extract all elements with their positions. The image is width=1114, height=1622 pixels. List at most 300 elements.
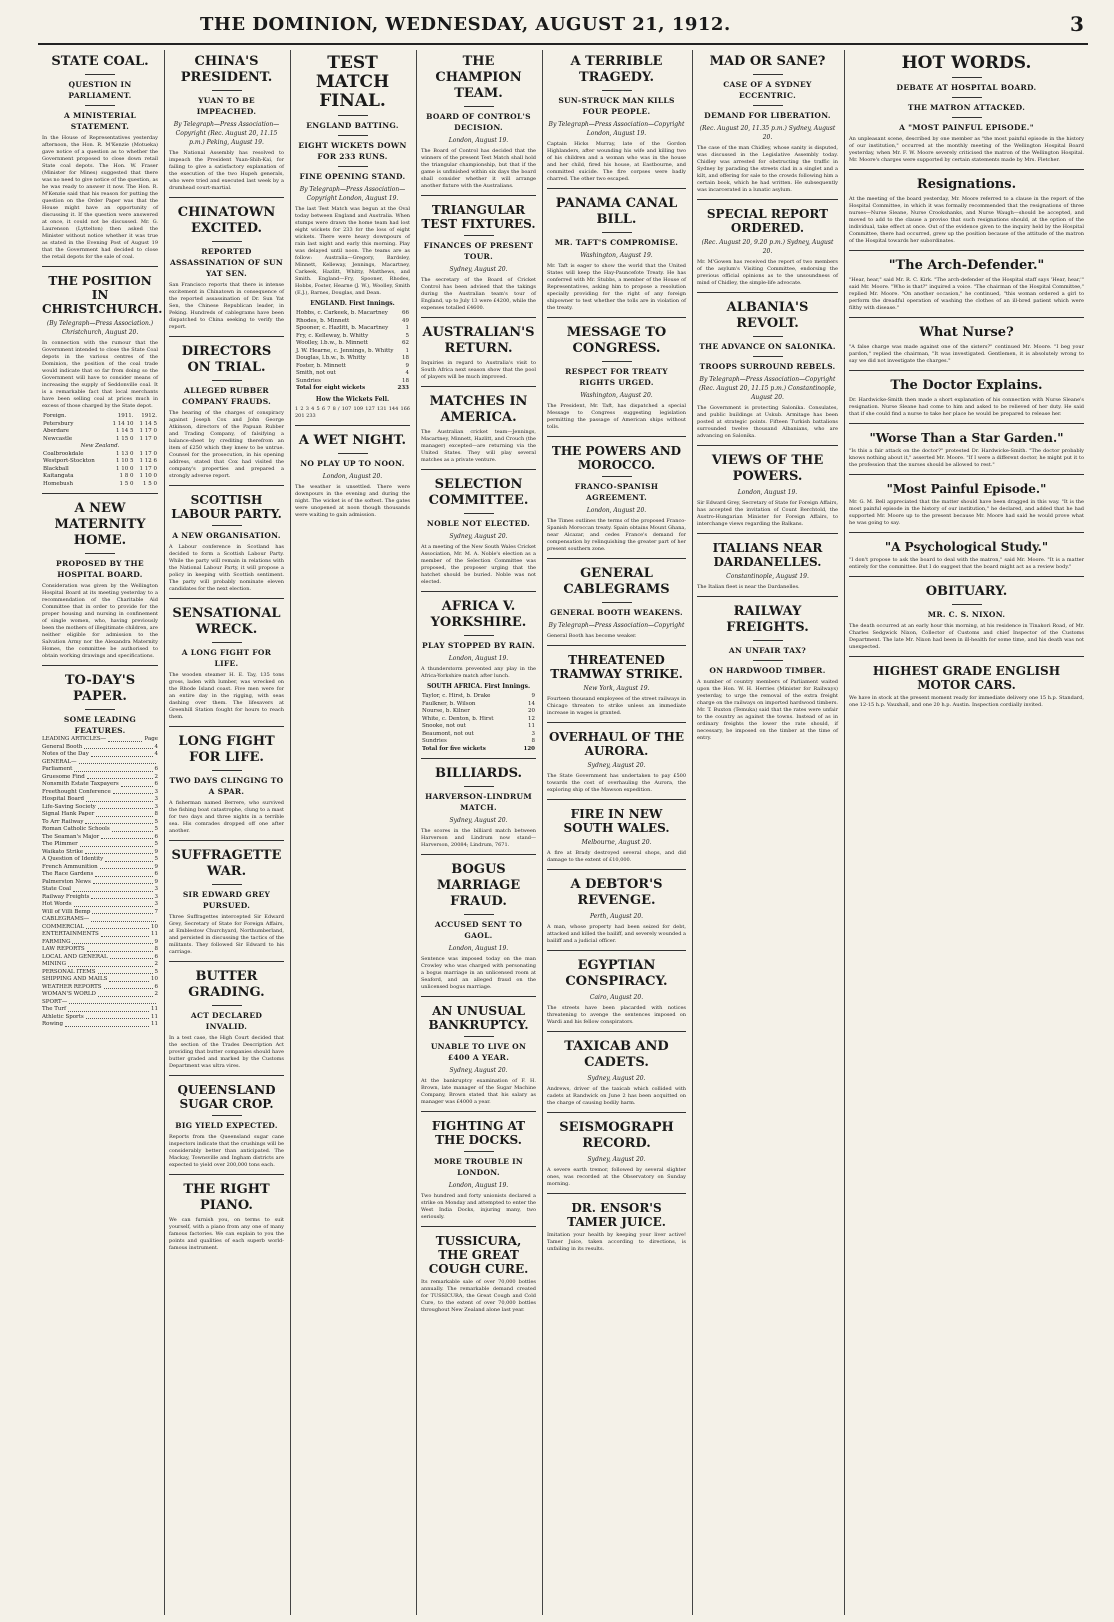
section-separator (421, 317, 536, 318)
headline-dash (602, 232, 632, 233)
headline-dash (212, 1005, 242, 1006)
article-dateline: London, August 19. (448, 945, 509, 952)
section-separator (169, 197, 284, 198)
section-separator (697, 445, 838, 446)
article-dateline: By Telegraph—Press Association—Copyright (Rec. August 20, 11.15 p.m.) Constantinople, August 20. (698, 376, 837, 401)
section-separator (697, 199, 838, 200)
headline-dash (952, 604, 982, 605)
feature-page: 3 (154, 796, 158, 802)
article-body (849, 448, 1084, 469)
article-paragraph: The President, Mr. Taft, has dispatched a special Message to Congress suggesting legislation permitting the passage of American ships without tolls. (547, 403, 686, 430)
article-body (421, 1279, 536, 1314)
headline-dash (212, 241, 242, 242)
feature-list-item (42, 819, 158, 827)
article-paragraph: A number of country members of Parliament waited upon the Hon. W. H. Herries (Minister for Railways) yesterday, to urge the removal of the extra freight charge on the railways on imported hardwood timbers. Mr. T. Buxton (Temuka) said that the rates were unfair to the country as against the towns. Instead of as in ordinary freights the lower the rate should, if necessary, be imposed on the timber at the time of entry. (697, 679, 838, 741)
section-separator (849, 474, 1084, 475)
article-paragraph: The scores in the billiard match between Harverson and Lindrum now stand—Harverson, 20084; Lindrum, 7671. (421, 828, 536, 848)
article-dateline: (Rec. August 20, 11.35 p.m.) Sydney, August 20. (699, 125, 836, 141)
article-columns (38, 50, 1088, 1615)
article-subheading: DEMAND FOR LIBERATION. (704, 111, 831, 120)
article-headline: FIRE IN NEW SOUTH WALES. (563, 807, 670, 835)
feature-page: 9 (154, 848, 158, 855)
section-separator (547, 1031, 686, 1032)
table-total-row (421, 746, 536, 754)
article-body (547, 773, 686, 794)
feature-label: Signal Hank Paper (42, 811, 95, 817)
table-cell: 1 13 0 (116, 450, 134, 457)
feature-page: 8 (154, 946, 158, 952)
headline-dash (753, 660, 783, 661)
article-headline: RAILWAY FREIGHTS. (726, 604, 809, 635)
article-paragraph: Mr. Taft is eager to show the world that the United States will keep the Hay-Pauncefote Treaty. He has conferred with Mr. Stubbs, a member of the House of Representatives, asking him to propose a resolution specially providing for the right of any foreign shipowner to test whether the tolls are in violation of the treaty. (547, 263, 686, 311)
section-separator (169, 598, 284, 599)
article-subheading: A "MOST PAINFUL EPISODE." (899, 123, 1034, 132)
leader-dots (85, 819, 152, 825)
section-separator (421, 386, 536, 387)
article-headline: MATCHES IN AMERICA. (429, 394, 528, 425)
table-row (295, 378, 410, 386)
feature-label: PERSONAL ITEMS (42, 968, 96, 975)
article-headline: FIGHTING AT THE DOCKS. (431, 1119, 526, 1147)
feature-label: MINING (42, 961, 66, 967)
article-paragraph: An unpleasant scene, described by one member as "the most painful episode in the history of our institution," occurred at the monthly meeting of the Wellington Hospital Board yesterday, when Mr. F. W. Moore severely criticised the matron of the Wellington Hospital. Mr. Moore's charges were supported by certain statements made by Mrs. Fletcher. (849, 136, 1084, 163)
feature-page: 10 (151, 976, 158, 982)
article-headline: AN UNUSUAL BANKRUPTCY. (428, 1004, 529, 1032)
article-dateline: London, August 19. (448, 655, 509, 662)
feature-list-item (42, 834, 158, 842)
table-cell: 1 17 0 (139, 428, 157, 434)
table-cell: Newcastle (43, 435, 73, 442)
feature-label: The Plimmer (42, 841, 78, 847)
article-paragraph: A severe earth tremor, followed by several slighter ones, was recorded at the Observatory on Sunday morning. (547, 1167, 686, 1187)
article-subheading: BOARD OF CONTROL'S DECISION. (426, 112, 531, 132)
article-subheading: CASE OF A SYDNEY ECCENTRIC. (723, 80, 812, 100)
article-body (547, 403, 686, 431)
feature-list-item (42, 789, 158, 797)
article-subheading: AN UNFAIR TAX? (728, 646, 807, 655)
leader-dots (85, 849, 152, 855)
article-body (421, 148, 536, 190)
article-body (169, 544, 284, 593)
table-header-cell: 1911. (117, 413, 134, 419)
feature-label: The Seaman's Major (42, 833, 100, 840)
table-cell: 4 (405, 370, 409, 376)
article-headline: TAXICAB AND CADETS. (564, 1039, 669, 1070)
article-dateline: London, August 20. (322, 472, 383, 480)
headline-dash (464, 914, 494, 915)
article-paragraph: The National Assembly has resolved to impeach the President Yuan-Shih-Kai, for failing to give a satisfactory explanation of the execution of the two Hupeh generals, who were tried and executed last week by a drumhead court-martial. (169, 150, 284, 191)
scorecard-title: How the Wickets Fell. (315, 395, 390, 403)
table-cell: 9 (405, 362, 409, 369)
table-row (295, 325, 410, 333)
leader-dots (72, 939, 152, 945)
table-cell: 12 (528, 715, 535, 722)
article-body (849, 196, 1084, 245)
feature-page: 5 (154, 968, 158, 975)
article-body (421, 666, 536, 680)
article-body (421, 277, 536, 312)
section-separator (849, 169, 1084, 170)
article-dateline: London, August 20. (586, 507, 647, 514)
feature-label: French Ammunition (42, 863, 98, 870)
leader-dots (98, 969, 153, 975)
article-paragraph: The Australian cricket team—Jennings, Macartney, Minnett, Hazlitt, and Crouch (the manager) excepted—are returning via the United States. They will play several matches as a private venture. (421, 429, 536, 463)
leader-dots (105, 856, 152, 862)
feature-label: COMMERCIAL (42, 923, 85, 930)
article-subheading: EIGHT WICKETS DOWN FOR 233 RUNS. (298, 141, 407, 161)
leader-dots (68, 1006, 149, 1012)
article-subheading: FRANCO-SPANISH AGREEMENT. (574, 482, 659, 502)
feature-page: 2 (154, 991, 158, 997)
headline-dash (212, 380, 242, 381)
headline-dash (602, 476, 632, 477)
feature-list-item (42, 946, 158, 954)
table-cell: 1 8 0 (119, 473, 134, 479)
table-total-cell: Total for eight wickets (296, 385, 366, 391)
leader-dots (108, 736, 142, 742)
newspaper-title: THE DOMINION, WEDNESDAY, AUGUST 21, 1912. (200, 14, 731, 35)
table-row (42, 421, 158, 429)
table-row (295, 348, 410, 356)
section-separator (169, 961, 284, 962)
article-subheading: DEBATE AT HOSPITAL BOARD. (896, 83, 1037, 92)
table-cell: 1 10 5 (116, 458, 134, 464)
table-total-cell: 233 (397, 385, 409, 391)
article-body (547, 1086, 686, 1107)
article-paragraph: In the House of Representatives yesterday afternoon, the Hon. R. M'Kenzie (Motueka) gave notice of a question as to whether the Government proposed to close down retail State coal depots. The Hon. W. Fraser (Minister for Mines) suggested that there was no need to give notice of the question, as he was ready to answer it now. The Hon. R. M'Kenzie said that his reason for putting the question on the Order Paper was that the House might have an opportunity of discussing it. If the question were answered at once, it could not be discussed. Mr. G. Laurenson (Lyttelton) then asked the Minister without notice whether it was true as stated in the Evening Post of August 19 that the Government had decided to close the retail depots for the sale of coal. (42, 135, 158, 260)
headline-dash (464, 786, 494, 787)
article-paragraph: A man, whose property had been seized for debt, attacked and killed the bailiff, and severely wounded a bailiff and a judicial officer. (547, 924, 686, 944)
feature-label: A Question of Identity (42, 856, 104, 862)
article-subheading: PLAY STOPPED BY RAIN. (422, 641, 535, 650)
feature-page: 5 (154, 841, 158, 847)
article-paragraph: "I don't propose to ask the board to deal with the matron," said Mr. Moore. "It is a matter entirely for the committee. But I do suggest that the board might act as a review body." (849, 557, 1084, 570)
article-subheading: THE ADVANCE ON SALONIKA. (699, 342, 836, 351)
article-headline: Resignations. (916, 177, 1017, 192)
feature-list-item (42, 901, 158, 909)
article-subheading: FINANCES OF PRESENT TOUR. (423, 241, 534, 261)
article-headline: ALBANIA'S REVOLT. (726, 300, 809, 331)
feature-page: 3 (154, 803, 158, 810)
feature-list-item (42, 1006, 158, 1014)
article-paragraph: The wooden steamer H. E. Tay, 135 tons gross, laden with lumber, was wrecked on the Rhode Island coast. Five men were for an entire day in the rigging, with seas dashing over them. The lifesavers at Greenhill Station fought for hours to reach them. (169, 672, 284, 720)
leader-dots (110, 954, 153, 960)
article-paragraph: Its remarkable sale of over 70,000 bottles annually. The remarkable demand created for TUSSICURA, the Great Cough and Cold Cure, to the extent of over 70,000 bottles throughout New Zealand alone last year. (421, 1279, 536, 1313)
article-paragraph: A fisherman named Berrere, who survived the fishing boat catastrophe, clung to a mast for two days and three nights in a terrible sea. His comrades dropped off one after another. (169, 800, 284, 834)
article-body (849, 344, 1084, 365)
feature-list-item (42, 999, 158, 1007)
table-cell: 1 14 10 (112, 420, 134, 427)
section-separator (547, 869, 686, 870)
feature-list-item (42, 954, 158, 962)
section-separator (547, 722, 686, 723)
table-row (295, 355, 410, 363)
feature-list-item (42, 939, 158, 947)
section-separator (169, 1174, 284, 1175)
column-inner (165, 50, 288, 1252)
article-headline: "A Psychological Study." (884, 540, 1049, 554)
leader-dots (101, 834, 152, 840)
leader-dots (91, 751, 153, 757)
table-cell: 1 5 0 (143, 480, 157, 487)
article-paragraph: "Hear, hear," said Mr. R. C. Kirk. "The arch-defender of the Hospital staff says 'Hear, hear,'" said Mr. Moore. "Who is that?" inquired a voice. "The chairman of the Hospital Committee," replied Mr. Moore. "On another occasion," he continued, "this woman ordered a girl to perform the dreadful operation of washing the clothes of an ill-bred patient which were filthy with disease." (849, 277, 1084, 311)
column-inner (417, 50, 540, 1314)
headline-dash (85, 553, 115, 554)
section-separator (547, 558, 686, 559)
article-body (42, 583, 158, 660)
article-headline: CHINA'S PRESIDENT. (180, 54, 273, 85)
headline-dash (753, 640, 783, 641)
article-paragraph: The weather is unsettled. There were downpours in the evening and during the night. The wicket is of the softest. The gates were unopened at noon though thousands were waiting to gain admission. (295, 483, 410, 518)
article-paragraph: The Government is protecting Salonika. Consulates, and public buildings at Uskub. Armitage has been posted at strategic points. Fifteen Turkish battalions surrounded twelve thousand Albanians, who are advancing on Salonika. (697, 405, 838, 439)
feature-list-item (42, 894, 158, 902)
leader-dots (69, 999, 156, 1005)
headline-dash (464, 635, 494, 636)
table-row (421, 723, 536, 731)
article-subheading: ALLEGED RUBBER COMPANY FRAUDS. (181, 386, 272, 406)
article-subheading: ACCUSED SENT TO GAOL. (434, 920, 523, 940)
table-cell: 20 (528, 708, 535, 714)
feature-page: 11 (151, 1006, 158, 1012)
article-dateline: By Telegraph—Press Association—Copyright London, August 19. (548, 121, 685, 137)
table-cell: 3 (531, 730, 535, 737)
feature-label: Will of Villi Bemp (42, 908, 91, 915)
article-headline: AUSTRALIAN'S RETURN. (422, 325, 535, 356)
table-cell: 1 17 0 (139, 435, 157, 442)
article-paragraph: Imitation your health by keeping your liver active! Tamer Juice, taken according to directions, is unfailing in its results. (547, 1232, 686, 1252)
article-paragraph: The case of the man Chidley, whose sanity is disputed, was discussed in the Legislative Assembly today. Chidley was arrested for obstructing the traffic in Sydney by parading the streets clad in a singlet and a kilt, and offering for sale to the crowds following him a certain book, which he had written. He subsequently was incarcerated in a lunatic asylum. (697, 145, 838, 193)
feature-page: 3 (154, 893, 158, 900)
feature-label: Life-Saving Society (42, 803, 96, 810)
feature-label: The Race Gardens (42, 871, 94, 877)
article-body (849, 499, 1084, 527)
article-subheading: A NEW ORGANISATION. (172, 531, 281, 540)
article-headline: QUEENSLAND SUGAR CROP. (177, 1083, 276, 1111)
table-row (295, 363, 410, 371)
feature-page: 4 (154, 743, 158, 750)
article-body (169, 1134, 284, 1169)
article-dateline: Constantinople, August 19. (726, 573, 809, 580)
table-cell: Rhodes, b. Minnett (296, 317, 350, 324)
article-headline: TEST MATCH FINAL. (315, 53, 390, 111)
leader-dots (95, 871, 152, 877)
feature-list-item (42, 886, 158, 894)
table-row (295, 333, 410, 341)
feature-list-item (42, 751, 158, 759)
article-body (295, 484, 410, 519)
article-body (849, 623, 1084, 651)
leader-dots (121, 781, 153, 787)
leader-dots (73, 886, 152, 892)
article-body (169, 1035, 284, 1070)
leader-dots (86, 924, 149, 930)
headline-dash (464, 513, 494, 514)
leader-dots (74, 766, 152, 772)
table-cell: Douglas, l.b.w., b. Whitty (296, 355, 366, 361)
table-cell: Blackball (43, 465, 69, 472)
article-headline: AFRICA V. YORKSHIRE. (430, 599, 527, 630)
feature-list-item (42, 976, 158, 984)
table-subheader-cell: New Zealand. (80, 443, 120, 449)
table-row (42, 428, 158, 436)
feature-label: Parliament (42, 766, 73, 772)
article-body (42, 135, 158, 261)
feature-list-item (42, 984, 158, 992)
column-2 (164, 50, 288, 1615)
headline-dash (464, 1151, 494, 1152)
feature-page: 11 (151, 931, 158, 937)
article-body (421, 360, 536, 381)
feature-label: Waikato Strike (42, 848, 84, 855)
article-body (547, 1167, 686, 1188)
table-cell: Nourse, b. Kilner (422, 708, 470, 714)
feature-page: 3 (154, 788, 158, 795)
table-cell: 1 17 0 (139, 465, 157, 472)
article-subheading: SOME LEADING FEATURES. (63, 715, 137, 735)
table-cell: 1 17 0 (139, 450, 157, 457)
feature-page: 10 (151, 923, 158, 930)
feature-page: 5 (154, 818, 158, 825)
table-cell: Hobbs, c. Carkeek, b. Macartney (296, 310, 388, 316)
article-headline: ITALIANS NEAR DARDANELLES. (712, 541, 823, 569)
article-paragraph: In connection with the rumour that the Government intended to close the State Coal depots in the various centres of the Dominion, the position of the coal trade would indicate that so far from doing so the Government will have to consider means of increasing the supply of Seddonville coal. It is a remarkable fact that local merchants have been selling coal at prices much in excess of those charged by the State depot. (42, 340, 158, 409)
leader-dots (87, 774, 153, 780)
article-subheading: THE MATRON ATTACKED. (907, 103, 1026, 112)
section-separator (849, 250, 1084, 251)
article-paragraph: Captain Hicks Murray, late of the Gordon Highlanders, after wounding his wife and killing two of his children and a woman who was in the house and her child, fired his house, at Eastbourne, and committed suicide. The fire corpses were badly charred. The other two escaped. (547, 141, 686, 182)
article-headline: A TERRIBLE TRAGEDY. (570, 54, 663, 85)
article-headline: SELECTION COMMITTEE. (428, 477, 529, 508)
feature-list-item (42, 864, 158, 872)
leader-dots (79, 759, 156, 765)
leader-dots (65, 1021, 149, 1027)
article-headline: BOGUS MARRIAGE FRAUD. (436, 862, 521, 909)
article-body (547, 1232, 686, 1253)
leader-dots (93, 879, 153, 885)
table-cell: Beaumont, not out (422, 730, 474, 737)
article-paragraph: The State Government has undertaken to pay £500 towards the cost of overhauling the Aurora, the exploring ship of the Mawson expedition. (547, 773, 686, 793)
article-dateline: Cairo, August 20. (589, 994, 644, 1001)
article-paragraph: Sir Edward Grey, Secretary of State for Foreign Affairs, has accepted the invitation of Count Berchtold, the Austro-Hungarian Minister for Foreign Affairs, to interchange views regarding the Balkans. (697, 500, 838, 527)
feature-label: GENERAL— (42, 758, 77, 765)
article-headline: THE POWERS AND MOROCCO. (551, 444, 682, 472)
article-headline: STATE COAL. (51, 54, 149, 69)
feature-label: FARMING (42, 938, 71, 945)
headline-dash (212, 642, 242, 643)
article-body (295, 206, 410, 297)
article-dateline: By Telegraph—Press Association—Copyright (Rec. August 20, 11.15 p.m.) Peking, August 19. (173, 121, 280, 146)
article-subheading: ON HARDWOOD TIMBER. (709, 666, 826, 675)
headline-dash (85, 105, 115, 106)
article-dateline: By Telegraph—Press Association—Copyright (548, 622, 685, 629)
table-row (421, 708, 536, 716)
headline-dash (753, 74, 783, 75)
article-headline: A NEW MATERNITY HOME. (54, 501, 146, 548)
headline-dash (212, 770, 242, 771)
article-subheading: FINE OPENING STAND. (299, 172, 406, 181)
article-body (169, 150, 284, 192)
article-headline: THE CHAMPION TEAM. (435, 54, 522, 101)
leader-dots (109, 976, 149, 982)
article-body (547, 141, 686, 183)
feature-list-item (42, 811, 158, 819)
article-dateline: (Rec. August 20, 9.20 p.m.) Sydney, August 20. (701, 239, 834, 255)
article-headline: CHINATOWN EXCITED. (177, 205, 276, 236)
table-cell: Woolley, l.b.w., b. Minnett (296, 340, 368, 346)
feature-list-item (42, 774, 158, 782)
feature-label: To Arr Railway (42, 818, 84, 825)
article-paragraph: The Board of Control has decided that the winners of the present Test Match shall hold the triangular championship, but that if the game is unfinished within six days the board shall consider whether it will arrange another fixture with the Australians. (421, 148, 536, 189)
feature-list-item (42, 879, 158, 887)
feature-list-item (42, 841, 158, 849)
article-paragraph: At a meeting of the New South Wales Cricket Association, Mr. M. A. Noble's election as a member of the Selection Committee was proposed, the proposer urging that the hatchet should be buried. Noble was not elected. (421, 544, 536, 585)
article-body (421, 1193, 536, 1221)
headline-dash (85, 74, 115, 75)
column-4 (416, 50, 540, 1615)
table-cell: Coalbrookdale (43, 450, 84, 457)
headline-dash (212, 90, 242, 91)
article-dateline: Sydney, August 20. (449, 533, 508, 540)
headline-dash (212, 525, 242, 526)
section-separator (421, 996, 536, 997)
column-1 (38, 50, 162, 1615)
masthead-rule (38, 43, 1088, 45)
table-cell: 49 (402, 317, 409, 324)
article-paragraph: Two hundred and forty unionists declared a strike on Monday and attempted to enter the West India Docks, injuring many, two seriously. (421, 1193, 536, 1220)
article-paragraph: A thunderstorm prevented any play in the Africa-Yorkshire match after lunch. (421, 666, 536, 679)
article-headline: OBITUARY. (925, 584, 1008, 599)
feature-list-item (42, 961, 158, 969)
article-headline: HOT WORDS. (901, 53, 1032, 73)
feature-page: 6 (154, 871, 158, 877)
article-paragraph: The death occurred at an early hour this morning, at his residence in Tinakori Road, of Mr. Charles Sedgwick Nixon, Collector of Customs and chief Inspector of the Customs Department. The late Mr. Nixon had been in ill-health for some time, and his death was not unexpected. (849, 623, 1084, 650)
table-cell: 1 5 0 (119, 480, 134, 487)
article-subheading: NOBLE NOT ELECTED. (426, 519, 531, 528)
leader-dots (91, 916, 156, 922)
feature-list-item (42, 759, 158, 767)
article-body (421, 544, 536, 586)
headline-dash (212, 1115, 242, 1116)
article-subheading: RESPECT FOR TREATY RIGHTS URGED. (565, 367, 668, 387)
article-dateline: London, August 19. (448, 137, 509, 144)
headline-dash (85, 709, 115, 710)
article-body (421, 956, 536, 991)
feature-label: ENTERTAINMENTS (42, 931, 99, 937)
article-paragraph: Sentence was imposed today on the man Crowley who was charged with personating a bogus marriage in an unlicensed room at Seaford, and an alleged fraud on the unlicensed bogus marriage. (421, 956, 536, 990)
feature-label: WOMAN'S WORLD (42, 991, 96, 997)
data-table (295, 310, 410, 393)
masthead (0, 0, 1114, 40)
feature-label: SPORT— (42, 998, 68, 1005)
leader-dots (68, 961, 153, 967)
feature-page: 8 (154, 811, 158, 817)
leader-dots (112, 826, 153, 832)
article-subheading: ACT DECLARED INVALID. (190, 1011, 263, 1031)
table-row (42, 436, 158, 444)
article-headline: SUFFRAGETTE WAR. (171, 848, 282, 879)
article-paragraph: The Italian fleet is near the Dardanelles. (697, 584, 800, 590)
table-cell: Snooke, not out (422, 723, 466, 729)
article-dateline: Washington, August 20. (580, 392, 653, 399)
section-separator (849, 317, 1084, 318)
table-cell: 1 14 5 (139, 420, 157, 427)
table-cell: Spooner, c. Hazlitt, b. Macartney (296, 325, 389, 331)
section-separator (849, 656, 1084, 657)
feature-label: Freethought Conference (42, 788, 111, 795)
article-body (547, 924, 686, 945)
feature-page: 7 (154, 908, 158, 915)
article-body (697, 405, 838, 440)
